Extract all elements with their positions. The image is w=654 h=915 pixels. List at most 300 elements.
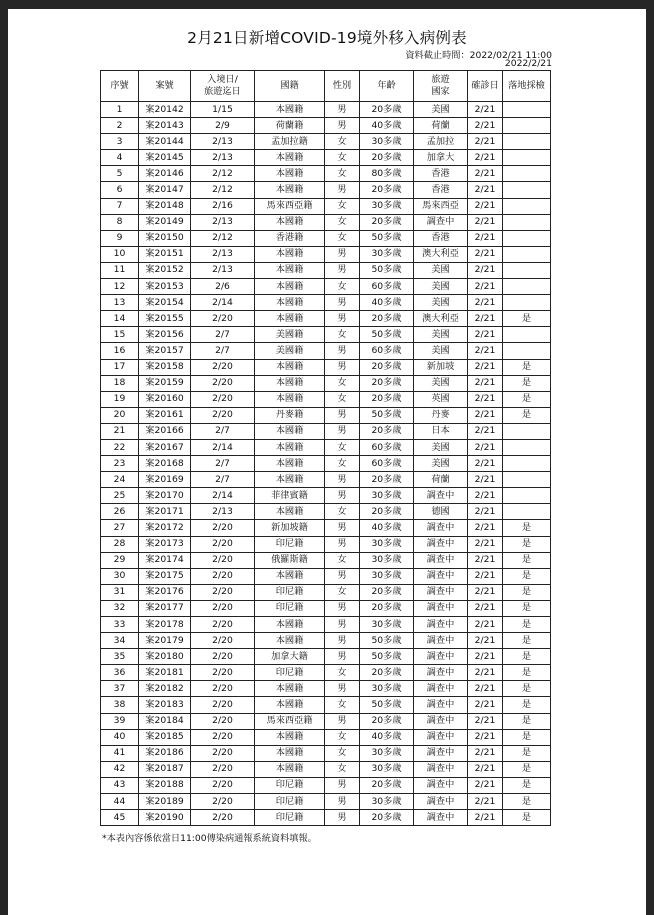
cell-nationality: 本國籍: [255, 295, 325, 311]
cell-entry-date: 2/14: [191, 488, 255, 504]
cell-case-no: 案20151: [139, 246, 191, 262]
cell-age: 40多歲: [360, 520, 414, 536]
data-cutoff-time: 資料截止時間：2022/02/21 11:00: [405, 50, 552, 61]
cell-nationality: 印尼籍: [255, 810, 325, 826]
cell-index: 26: [101, 504, 139, 520]
cell-nationality: 美國籍: [255, 327, 325, 343]
cell-confirm-date: 2/21: [468, 649, 503, 665]
cell-entry-date: 2/20: [191, 311, 255, 327]
cell-age: 20多歲: [360, 665, 414, 681]
cell-confirm-date: 2/21: [468, 713, 503, 729]
cell-nationality: 本國籍: [255, 472, 325, 488]
cell-landing-test: 是: [503, 761, 551, 777]
cell-landing-test: 是: [503, 391, 551, 407]
cell-nationality: 本國籍: [255, 681, 325, 697]
cell-travel-country: 澳大利亞: [414, 311, 468, 327]
cell-index: 44: [101, 794, 139, 810]
cell-index: 22: [101, 439, 139, 455]
table-header-row: [101, 71, 551, 102]
cell-case-no: 案20169: [139, 472, 191, 488]
cell-gender: 女: [325, 584, 360, 600]
cell-nationality: 本國籍: [255, 375, 325, 391]
cell-index: 31: [101, 584, 139, 600]
cell-landing-test: 是: [503, 633, 551, 649]
cell-landing-test: [503, 504, 551, 520]
cell-confirm-date: 2/21: [468, 359, 503, 375]
cell-gender: 男: [325, 777, 360, 793]
cell-gender: 男: [325, 600, 360, 616]
cell-gender: 女: [325, 552, 360, 568]
cell-confirm-date: 2/21: [468, 504, 503, 520]
cell-entry-date: 2/12: [191, 230, 255, 246]
cell-confirm-date: 2/21: [468, 407, 503, 423]
cell-entry-date: 2/7: [191, 343, 255, 359]
cell-index: 6: [101, 182, 139, 198]
cell-entry-date: 2/20: [191, 794, 255, 810]
cell-case-no: 案20172: [139, 520, 191, 536]
cell-entry-date: 2/14: [191, 439, 255, 455]
cell-travel-country: 調查中: [414, 649, 468, 665]
table-row: [101, 472, 551, 488]
cell-gender: 女: [325, 697, 360, 713]
cell-entry-date: 2/20: [191, 665, 255, 681]
table-row: [101, 214, 551, 230]
cell-nationality: 荷蘭籍: [255, 118, 325, 134]
cell-age: 50多歲: [360, 262, 414, 278]
cell-travel-country: 日本: [414, 423, 468, 439]
cell-age: 20多歲: [360, 102, 414, 118]
cell-case-no: 案20174: [139, 552, 191, 568]
cell-index: 11: [101, 262, 139, 278]
table-row: [101, 375, 551, 391]
cell-travel-country: 新加坡: [414, 359, 468, 375]
cell-landing-test: [503, 166, 551, 182]
cell-landing-test: 是: [503, 745, 551, 761]
table-row: [101, 584, 551, 600]
cell-travel-country: 美國: [414, 343, 468, 359]
table-row: [101, 359, 551, 375]
cell-age: 30多歲: [360, 681, 414, 697]
cell-index: 8: [101, 214, 139, 230]
table-row: [101, 311, 551, 327]
cell-entry-date: 2/20: [191, 713, 255, 729]
cell-age: 20多歲: [360, 584, 414, 600]
cell-age: 20多歲: [360, 311, 414, 327]
cell-nationality: 本國籍: [255, 633, 325, 649]
cell-case-no: 案20150: [139, 230, 191, 246]
cell-case-no: 案20186: [139, 745, 191, 761]
cell-case-no: 案20170: [139, 488, 191, 504]
cell-age: 50多歲: [360, 407, 414, 423]
cell-entry-date: 2/12: [191, 166, 255, 182]
cell-landing-test: [503, 134, 551, 150]
cell-entry-date: 1/15: [191, 102, 255, 118]
cell-nationality: 美國籍: [255, 343, 325, 359]
cell-gender: 女: [325, 166, 360, 182]
table-row: [101, 182, 551, 198]
cell-index: 21: [101, 423, 139, 439]
cell-confirm-date: 2/21: [468, 262, 503, 278]
cell-index: 25: [101, 488, 139, 504]
cell-landing-test: 是: [503, 536, 551, 552]
cell-index: 40: [101, 729, 139, 745]
cell-gender: 男: [325, 568, 360, 584]
cell-case-no: 案20176: [139, 584, 191, 600]
cell-travel-country: 調查中: [414, 520, 468, 536]
cell-entry-date: 2/20: [191, 391, 255, 407]
cell-nationality: 本國籍: [255, 697, 325, 713]
table-row: [101, 761, 551, 777]
cell-landing-test: 是: [503, 697, 551, 713]
header-travel-country-line1: 旅遊: [431, 74, 450, 85]
cell-confirm-date: 2/21: [468, 665, 503, 681]
cell-nationality: 加拿大籍: [255, 649, 325, 665]
cell-index: 23: [101, 456, 139, 472]
cell-travel-country: 調查中: [414, 584, 468, 600]
cell-index: 32: [101, 600, 139, 616]
cell-gender: 女: [325, 439, 360, 455]
cell-gender: 男: [325, 295, 360, 311]
cell-confirm-date: 2/21: [468, 311, 503, 327]
cell-entry-date: 2/13: [191, 504, 255, 520]
cell-landing-test: 是: [503, 810, 551, 826]
table-row: [101, 794, 551, 810]
cell-entry-date: 2/20: [191, 697, 255, 713]
table-row: [101, 134, 551, 150]
cell-nationality: 本國籍: [255, 246, 325, 262]
cell-entry-date: 2/9: [191, 118, 255, 134]
cell-confirm-date: 2/21: [468, 617, 503, 633]
cell-nationality: 印尼籍: [255, 777, 325, 793]
cell-confirm-date: 2/21: [468, 439, 503, 455]
cell-case-no: 案20185: [139, 729, 191, 745]
cell-age: 30多歲: [360, 745, 414, 761]
cell-case-no: 案20153: [139, 279, 191, 295]
cell-landing-test: [503, 262, 551, 278]
header-travel-country-line2: 國家: [431, 86, 450, 97]
header-nationality: 國籍: [255, 71, 325, 102]
table-row: [101, 102, 551, 118]
cell-case-no: 案20149: [139, 214, 191, 230]
cell-case-no: 案20183: [139, 697, 191, 713]
cell-case-no: 案20173: [139, 536, 191, 552]
cell-index: 43: [101, 777, 139, 793]
cell-travel-country: 荷蘭: [414, 472, 468, 488]
cell-landing-test: 是: [503, 649, 551, 665]
cell-case-no: 案20161: [139, 407, 191, 423]
cell-index: 7: [101, 198, 139, 214]
cell-confirm-date: 2/21: [468, 230, 503, 246]
table-row: [101, 246, 551, 262]
cell-travel-country: 調查中: [414, 745, 468, 761]
page-title: 2月21日新增COVID-19境外移入病例表: [187, 29, 467, 47]
cell-confirm-date: 2/21: [468, 166, 503, 182]
cell-case-no: 案20175: [139, 568, 191, 584]
cell-index: 12: [101, 279, 139, 295]
cell-nationality: 本國籍: [255, 279, 325, 295]
report-date: 2022/2/21: [504, 58, 552, 69]
cell-travel-country: 美國: [414, 375, 468, 391]
cell-landing-test: 是: [503, 665, 551, 681]
cell-nationality: 本國籍: [255, 761, 325, 777]
cell-case-no: 案20144: [139, 134, 191, 150]
cell-gender: 男: [325, 649, 360, 665]
cell-nationality: 本國籍: [255, 166, 325, 182]
cell-age: 60多歲: [360, 439, 414, 455]
table-row: [101, 681, 551, 697]
cell-nationality: 本國籍: [255, 568, 325, 584]
cell-age: 20多歲: [360, 214, 414, 230]
cell-gender: 男: [325, 262, 360, 278]
cell-age: 50多歲: [360, 230, 414, 246]
table-row: [101, 665, 551, 681]
cell-landing-test: [503, 214, 551, 230]
cell-case-no: 案20167: [139, 439, 191, 455]
cell-nationality: 本國籍: [255, 504, 325, 520]
cell-landing-test: [503, 343, 551, 359]
cell-gender: 男: [325, 520, 360, 536]
cell-landing-test: 是: [503, 713, 551, 729]
cell-index: 42: [101, 761, 139, 777]
header-landing-test: 落地採檢: [503, 71, 551, 102]
cell-nationality: 丹麥籍: [255, 407, 325, 423]
cell-case-no: 案20147: [139, 182, 191, 198]
cell-index: 37: [101, 681, 139, 697]
header-entry-date-line1: 入境日/: [207, 74, 238, 85]
cell-index: 35: [101, 649, 139, 665]
cell-travel-country: 香港: [414, 182, 468, 198]
cell-case-no: 案20154: [139, 295, 191, 311]
cell-travel-country: 調查中: [414, 633, 468, 649]
header-travel-country: [414, 71, 468, 102]
cell-age: 20多歲: [360, 472, 414, 488]
cell-age: 60多歲: [360, 343, 414, 359]
cell-landing-test: 是: [503, 520, 551, 536]
cell-travel-country: 荷蘭: [414, 118, 468, 134]
cell-gender: 男: [325, 343, 360, 359]
cell-confirm-date: 2/21: [468, 681, 503, 697]
table-row: [101, 568, 551, 584]
cell-confirm-date: 2/21: [468, 246, 503, 262]
cell-gender: 女: [325, 456, 360, 472]
cell-entry-date: 2/20: [191, 600, 255, 616]
cell-gender: 男: [325, 246, 360, 262]
cell-age: 20多歲: [360, 423, 414, 439]
cell-case-no: 案20160: [139, 391, 191, 407]
header-entry-date-line2: 旅遊迄日: [204, 86, 241, 97]
cell-case-no: 案20178: [139, 617, 191, 633]
cell-nationality: 本國籍: [255, 214, 325, 230]
cell-nationality: 香港籍: [255, 230, 325, 246]
cell-entry-date: 2/6: [191, 279, 255, 295]
document-page: [8, 9, 646, 915]
cell-confirm-date: 2/21: [468, 584, 503, 600]
cell-gender: 男: [325, 118, 360, 134]
cell-landing-test: [503, 439, 551, 455]
cell-case-no: 案20187: [139, 761, 191, 777]
cell-nationality: 本國籍: [255, 729, 325, 745]
cell-entry-date: 2/20: [191, 584, 255, 600]
cell-landing-test: [503, 456, 551, 472]
cell-entry-date: 2/20: [191, 681, 255, 697]
cell-index: 36: [101, 665, 139, 681]
cell-index: 20: [101, 407, 139, 423]
cell-case-no: 案20181: [139, 665, 191, 681]
cell-index: 38: [101, 697, 139, 713]
cell-age: 30多歲: [360, 246, 414, 262]
table-row: [101, 713, 551, 729]
cell-index: 10: [101, 246, 139, 262]
cell-age: 30多歲: [360, 794, 414, 810]
cell-landing-test: [503, 488, 551, 504]
cell-case-no: 案20142: [139, 102, 191, 118]
cell-case-no: 案20171: [139, 504, 191, 520]
cell-age: 20多歲: [360, 713, 414, 729]
cell-landing-test: 是: [503, 375, 551, 391]
cell-entry-date: 2/20: [191, 810, 255, 826]
cell-index: 41: [101, 745, 139, 761]
cell-confirm-date: 2/21: [468, 102, 503, 118]
cell-confirm-date: 2/21: [468, 761, 503, 777]
cell-case-no: 案20159: [139, 375, 191, 391]
cell-nationality: 新加坡籍: [255, 520, 325, 536]
cell-travel-country: 馬來西亞: [414, 198, 468, 214]
cell-confirm-date: 2/21: [468, 697, 503, 713]
cell-age: 80多歲: [360, 166, 414, 182]
cell-entry-date: 2/20: [191, 520, 255, 536]
table-row: [101, 488, 551, 504]
cell-confirm-date: 2/21: [468, 777, 503, 793]
cell-travel-country: 調查中: [414, 777, 468, 793]
table-row: [101, 600, 551, 616]
cell-landing-test: [503, 423, 551, 439]
cell-age: 60多歲: [360, 279, 414, 295]
cell-index: 19: [101, 391, 139, 407]
cell-travel-country: 調查中: [414, 568, 468, 584]
cell-index: 2: [101, 118, 139, 134]
cell-confirm-date: 2/21: [468, 198, 503, 214]
cell-landing-test: [503, 327, 551, 343]
cell-age: 30多歲: [360, 134, 414, 150]
cell-age: 50多歲: [360, 327, 414, 343]
cell-case-no: 案20190: [139, 810, 191, 826]
cell-gender: 女: [325, 729, 360, 745]
cell-case-no: 案20179: [139, 633, 191, 649]
cell-entry-date: 2/20: [191, 536, 255, 552]
cell-confirm-date: 2/21: [468, 391, 503, 407]
table-row: [101, 118, 551, 134]
cell-case-no: 案20155: [139, 311, 191, 327]
cell-gender: 男: [325, 617, 360, 633]
cell-entry-date: 2/20: [191, 617, 255, 633]
cell-entry-date: 2/7: [191, 472, 255, 488]
cell-entry-date: 2/7: [191, 456, 255, 472]
table-row: [101, 439, 551, 455]
header-index: 序號: [101, 71, 139, 102]
cell-age: 20多歲: [360, 359, 414, 375]
cell-nationality: 印尼籍: [255, 584, 325, 600]
cell-case-no: 案20148: [139, 198, 191, 214]
cell-index: 3: [101, 134, 139, 150]
table-row: [101, 697, 551, 713]
cell-confirm-date: 2/21: [468, 633, 503, 649]
cell-gender: 女: [325, 214, 360, 230]
cell-index: 1: [101, 102, 139, 118]
cell-case-no: 案20146: [139, 166, 191, 182]
cell-travel-country: 調查中: [414, 536, 468, 552]
cell-entry-date: 2/13: [191, 134, 255, 150]
cell-age: 20多歲: [360, 600, 414, 616]
cell-age: 20多歲: [360, 810, 414, 826]
cell-case-no: 案20177: [139, 600, 191, 616]
cell-case-no: 案20182: [139, 681, 191, 697]
cell-index: 39: [101, 713, 139, 729]
cell-confirm-date: 2/21: [468, 536, 503, 552]
cell-gender: 男: [325, 810, 360, 826]
cell-confirm-date: 2/21: [468, 214, 503, 230]
cell-entry-date: 2/20: [191, 729, 255, 745]
cell-travel-country: 美國: [414, 295, 468, 311]
cell-index: 5: [101, 166, 139, 182]
table-row: [101, 150, 551, 166]
cell-entry-date: 2/20: [191, 777, 255, 793]
cell-confirm-date: 2/21: [468, 118, 503, 134]
cell-age: 30多歲: [360, 568, 414, 584]
cell-confirm-date: 2/21: [468, 456, 503, 472]
table-row: [101, 166, 551, 182]
cell-nationality: 本國籍: [255, 102, 325, 118]
cell-confirm-date: 2/21: [468, 745, 503, 761]
cell-confirm-date: 2/21: [468, 327, 503, 343]
cell-entry-date: 2/13: [191, 150, 255, 166]
table-row: [101, 391, 551, 407]
cell-age: 30多歲: [360, 198, 414, 214]
cell-nationality: 印尼籍: [255, 665, 325, 681]
header-entry-date: [191, 71, 255, 102]
header-confirm-date: 確診日: [468, 71, 503, 102]
cell-confirm-date: 2/21: [468, 810, 503, 826]
cell-travel-country: 英國: [414, 391, 468, 407]
cell-entry-date: 2/14: [191, 295, 255, 311]
cell-nationality: 本國籍: [255, 617, 325, 633]
cell-gender: 女: [325, 504, 360, 520]
cell-gender: 男: [325, 359, 360, 375]
table-row: [101, 520, 551, 536]
table-row: [101, 327, 551, 343]
cell-gender: 男: [325, 472, 360, 488]
cell-index: 34: [101, 633, 139, 649]
table-row: [101, 504, 551, 520]
cell-nationality: 本國籍: [255, 456, 325, 472]
cell-landing-test: [503, 118, 551, 134]
cell-landing-test: [503, 230, 551, 246]
cell-entry-date: 2/20: [191, 745, 255, 761]
cell-landing-test: 是: [503, 359, 551, 375]
cell-travel-country: 美國: [414, 102, 468, 118]
cell-travel-country: 調查中: [414, 617, 468, 633]
case-table: [100, 70, 551, 826]
cell-entry-date: 2/20: [191, 761, 255, 777]
cell-travel-country: 調查中: [414, 665, 468, 681]
footnote: *本表內容係依當日11:00傳染病通報系統資料填報。: [102, 833, 317, 844]
cell-travel-country: 香港: [414, 166, 468, 182]
cell-entry-date: 2/20: [191, 359, 255, 375]
cell-gender: 女: [325, 134, 360, 150]
cell-case-no: 案20156: [139, 327, 191, 343]
cell-gender: 男: [325, 488, 360, 504]
cell-confirm-date: 2/21: [468, 279, 503, 295]
cell-nationality: 馬來西亞籍: [255, 198, 325, 214]
